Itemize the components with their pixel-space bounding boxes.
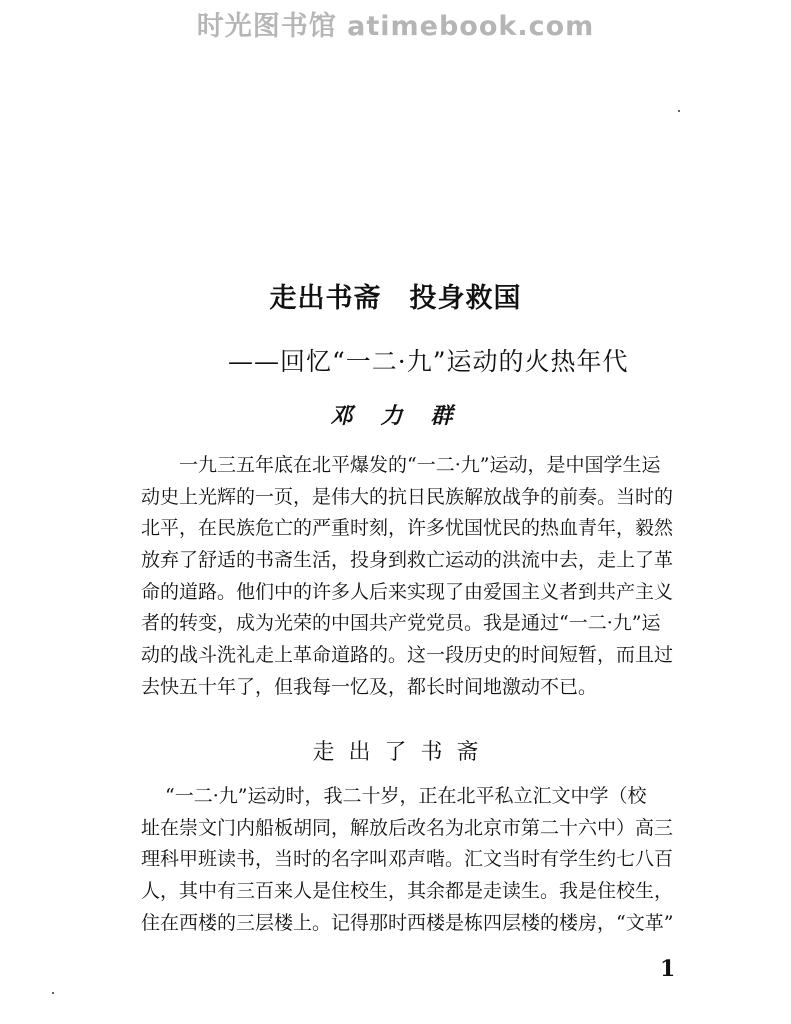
subtitle: ——回忆“一二·九”运动的火热年代 bbox=[228, 347, 629, 376]
text-line: 住在西楼的三层楼上。记得那时西楼是栋四层楼的楼房，“文革” bbox=[141, 911, 674, 934]
text-line: 人，其中有三百来人是住校生，其余都是走读生。我是住校生， bbox=[141, 880, 674, 903]
page-number: 1 bbox=[660, 956, 676, 982]
text-line: 动史上光辉的一页，是伟大的抗日民族解放战争的前奏。当时的 bbox=[141, 485, 674, 508]
section-heading: 走出了书斋 bbox=[312, 740, 493, 765]
author-name: 邓力群 bbox=[330, 403, 481, 429]
intro-paragraph bbox=[141, 450, 699, 704]
text-line: 去快五十年了，但我每一忆及，都长时间地激动不已。 bbox=[141, 675, 598, 698]
scan-speck bbox=[52, 992, 54, 994]
text-line: 命的道路。他们中的许多人后来实现了由爱国主义者到共产主义 bbox=[141, 580, 674, 603]
text-line: 一九三五年底在北平爆发的“一二·九”运动，是中国学生运 bbox=[179, 454, 661, 476]
text-line: 放弃了舒适的书斋生活，投身到救亡运动的洪流中去，走上了革 bbox=[141, 549, 674, 572]
text-line: 理科甲班读书，当时的名字叫邓声喈。汇文当时有学生约七八百 bbox=[141, 848, 674, 871]
watermark: 时光图书馆 atimebook.com bbox=[196, 11, 595, 42]
text-line: 址在崇文门内船板胡同，解放后改名为北京市第二十六中）高三 bbox=[141, 816, 674, 839]
text-line: 者的转变，成为光荣的中国共产党党员。我是通过“一二·九”运 bbox=[141, 612, 661, 635]
page-title: 走出书斋 投身救国 bbox=[269, 283, 522, 314]
text-line: “一二·九”运动时，我二十岁，正在北平私立汇文中学（校 bbox=[165, 785, 647, 807]
body-paragraph bbox=[141, 781, 699, 939]
text-line: 北平，在民族危亡的严重时刻，许多忧国忧民的热血青年，毅然 bbox=[141, 517, 674, 540]
scan-speck bbox=[678, 110, 680, 112]
text-line: 动的战斗洗礼走上革命道路的。这一段历史的时间短暂，而且过 bbox=[141, 644, 674, 667]
